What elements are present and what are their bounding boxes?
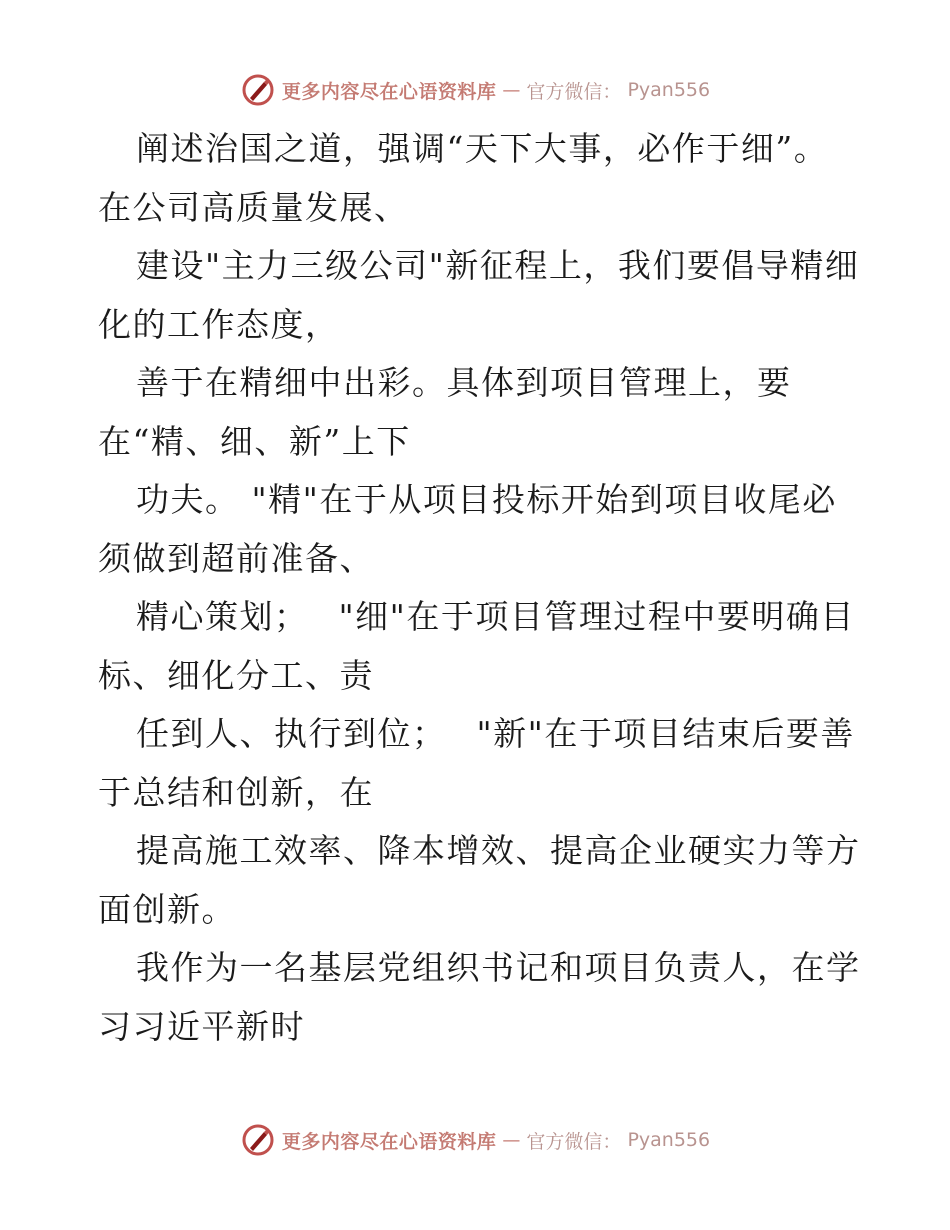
text-line: 标、细化分工、责 bbox=[98, 655, 374, 695]
text-line: 在“精、细、新”上下 bbox=[98, 421, 411, 461]
text-line: 任到人、执行到位； "新"在于项目结束后要善 bbox=[136, 714, 855, 753]
header-banner-subtext: 官方微信： bbox=[526, 80, 622, 103]
footer-banner bbox=[0, 1120, 950, 1160]
footer-banner-separator: — bbox=[502, 1129, 521, 1151]
pen-logo-icon bbox=[240, 72, 276, 108]
footer-banner-wechat-id: Pyan556 bbox=[627, 1129, 711, 1151]
header-banner bbox=[0, 70, 950, 110]
document-body bbox=[98, 120, 861, 1056]
text-line: 精心策划； "细"在于项目管理过程中要明确目 bbox=[136, 597, 855, 636]
text-line: 善于在精细中出彩。具体到项目管理上，要 bbox=[136, 363, 792, 402]
footer-banner-subtext: 官方微信： bbox=[526, 1130, 622, 1153]
text-line: 在公司高质量发展、 bbox=[98, 187, 409, 227]
text-line: 提高施工效率、降本增效、提高企业硬实力等方 bbox=[136, 831, 861, 870]
text-line: 须做到超前准备、 bbox=[98, 538, 374, 578]
text-line: 化的工作态度， bbox=[98, 304, 340, 344]
text-line: 建设"主力三级公司"新征程上，我们要倡导精细 bbox=[136, 246, 860, 285]
header-banner-title: 更多内容尽在心语资料库 bbox=[281, 80, 497, 103]
header-banner-wechat-id: Pyan556 bbox=[627, 79, 711, 101]
text-line: 习习近平新时 bbox=[98, 1006, 305, 1046]
header-banner-content bbox=[240, 72, 710, 108]
text-line: 我作为一名基层党组织书记和项目负责人，在学 bbox=[136, 948, 861, 987]
text-line: 功夫。 "精"在于从项目投标开始到项目收尾必 bbox=[136, 480, 837, 519]
text-line: 阐述治国之道，强调“天下大事，必作于细”。 bbox=[136, 129, 829, 168]
pen-logo-icon bbox=[240, 1122, 276, 1158]
header-banner-separator: — bbox=[502, 79, 521, 101]
text-line: 面创新。 bbox=[98, 889, 236, 929]
footer-banner-content bbox=[240, 1122, 710, 1158]
text-line: 于总结和创新，在 bbox=[98, 772, 374, 812]
footer-banner-title: 更多内容尽在心语资料库 bbox=[281, 1130, 497, 1153]
